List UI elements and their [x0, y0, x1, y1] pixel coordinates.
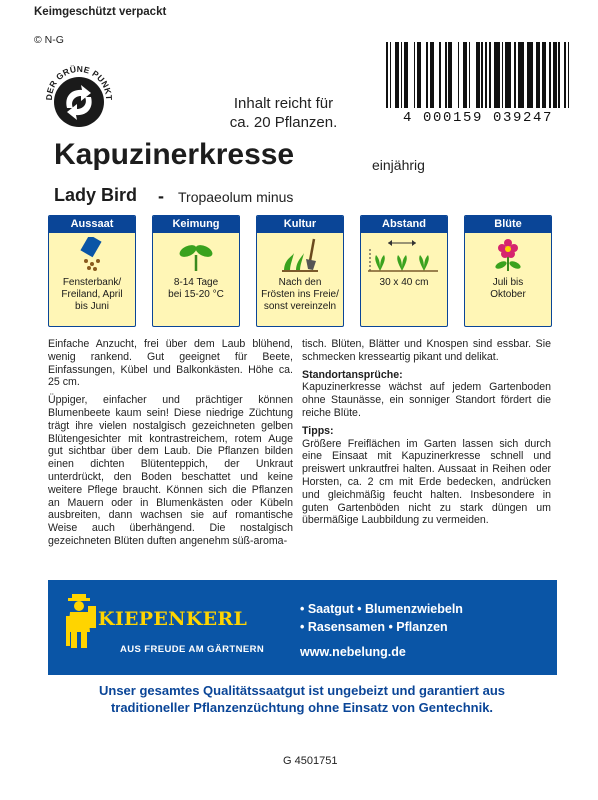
info-box-title: Blüte: [465, 216, 551, 233]
description-paragraph: Üppiger, einfacher und prächtiger können Blumenbeete kaum sein! Diese niedrige Züchtung trägt ihre vielen nostalgisch gezeichneten gelben Blütengesichter mit kontrastreichem, rotem Auge gut sichtbar über dem Laub. Die Pflanzen bilden einen dichten Blütenteppich, der Unkraut unterdrückt, den Boden beschattet und keine weitere Pflege braucht. Können sich die Pflanzen an Mauern oder in Blumenkästen oder Kübeln ausbreiten, dann wachsen sie auf romantische Weise auch überhängend. Die nostalgisch gezeichneten Blüten duften angenehm süß-aroma-: [48, 394, 293, 547]
info-line: Fensterbank/: [62, 277, 122, 288]
info-box-aussaat: [48, 215, 136, 327]
info-box-keimung: [152, 215, 240, 327]
tips-heading: Tipps:: [302, 424, 334, 437]
tips-text: Größere Freiflächen im Garten lassen sich durch eine Einsaat mit Kapuzinerkresse schnell und preiswert unkrautfrei halten. Aussaat in Reihen oder Horsten, ca. 2 cm mit Erde bedecken, andrücken und gleichmäßig feucht halten. Insbesondere in guten Gartenböden nicht zu stark düngen um übermäßige Laubbildung zu vermeiden.: [302, 437, 551, 527]
info-box-text: [361, 273, 447, 289]
brand-tagline: AUS FREUDE AM GÄRTNERN: [120, 644, 265, 655]
spacing-icon: [361, 237, 447, 273]
packaging-note: Keimgeschützt verpackt: [34, 6, 167, 18]
info-line: Nach den: [278, 277, 322, 288]
article-code: G 4501751: [283, 755, 338, 767]
info-line: Freiland, April: [61, 289, 123, 300]
barcode-bar: [568, 42, 570, 108]
info-box-title: Keimung: [153, 216, 239, 233]
seed-packet-icon: [49, 237, 135, 273]
content-info-line2: ca. 20 Pflanzen.: [229, 114, 338, 131]
info-box-text: [49, 273, 135, 313]
product-name: Kapuzinerkresse: [54, 138, 295, 171]
info-boxes: [48, 215, 558, 330]
info-line: Oktober: [490, 289, 526, 300]
info-line: 30 x 40 cm: [379, 277, 429, 288]
info-line: Juli bis: [492, 277, 524, 288]
barcode-number: 4 000159 039247: [402, 110, 554, 126]
banner-line: • Rasensamen • Pflanzen: [300, 620, 448, 634]
barcode-bars: [386, 42, 570, 108]
brand-name: KIEPENKERL: [98, 608, 248, 630]
description-paragraph: Einfache Anzucht, frei über dem Laub blühend, wenig rankend. Gut geeignet für Beete, Einfassungen, Kübel und Balkonkästen. Höhe ca. 25 cm.: [48, 338, 293, 389]
site-heading: Standortansprüche:: [302, 368, 403, 381]
variety-name: Lady Bird: [54, 185, 138, 205]
description-left: [48, 338, 293, 553]
description-paragraph: tisch. Blüten, Blätter und Knospen sind essbar. Sie schmecken kresseartig pikant und delikat.: [302, 338, 551, 363]
info-box-title: Kultur: [257, 216, 343, 233]
banner-product-lines: [300, 600, 463, 636]
product-annual: einjährig: [372, 157, 425, 173]
variety-dash: -: [158, 186, 164, 206]
botanical-name: Tropaeolum minus: [178, 189, 294, 205]
info-box-text: [465, 273, 551, 301]
info-box-title: Aussaat: [49, 216, 135, 233]
banner-line: • Saatgut • Blumenzwiebeln: [300, 602, 463, 616]
info-box-title: Abstand: [361, 216, 447, 233]
info-box-text: [257, 273, 343, 313]
description-right: [302, 338, 551, 532]
info-line: bei 15-20 °C: [168, 289, 224, 300]
kiepenkerl-mascot-icon: [62, 592, 98, 652]
flower-icon: [465, 237, 551, 273]
barcode: [386, 42, 570, 128]
green-dot-recycling-logo: [36, 56, 122, 142]
content-info-line1: Inhalt reicht für: [233, 95, 334, 112]
info-line: Frösten ins Freie/: [261, 289, 339, 300]
seedling-icon: [153, 237, 239, 273]
info-box-bluete: [464, 215, 552, 327]
site-text: Kapuzinerkresse wächst auf jedem Gartenboden ohne Staunässe, ein sonniger Standort fördert die reiche Blüte.: [302, 381, 551, 419]
info-box-kultur: [256, 215, 344, 327]
banner-url-link[interactable]: www.nebelung.de: [300, 645, 406, 659]
info-line: bis Juni: [75, 301, 109, 312]
info-box-text: [153, 273, 239, 301]
info-line: 8-14 Tage: [173, 277, 219, 288]
green-dot-label: DER GRÜNE PUNKT: [43, 63, 115, 101]
info-box-abstand: [360, 215, 448, 327]
content-info: [196, 94, 371, 132]
quality-statement: Unser gesamtes Qualitätssaatgut ist ungebeizt und garantiert aus traditioneller Pflanzenzüchtung ohne Einsatz von Gentechnik.: [99, 683, 505, 715]
planting-spade-icon: [257, 237, 343, 273]
info-line: sonst vereinzeln: [263, 301, 337, 312]
copyright: © N-G: [34, 34, 64, 46]
